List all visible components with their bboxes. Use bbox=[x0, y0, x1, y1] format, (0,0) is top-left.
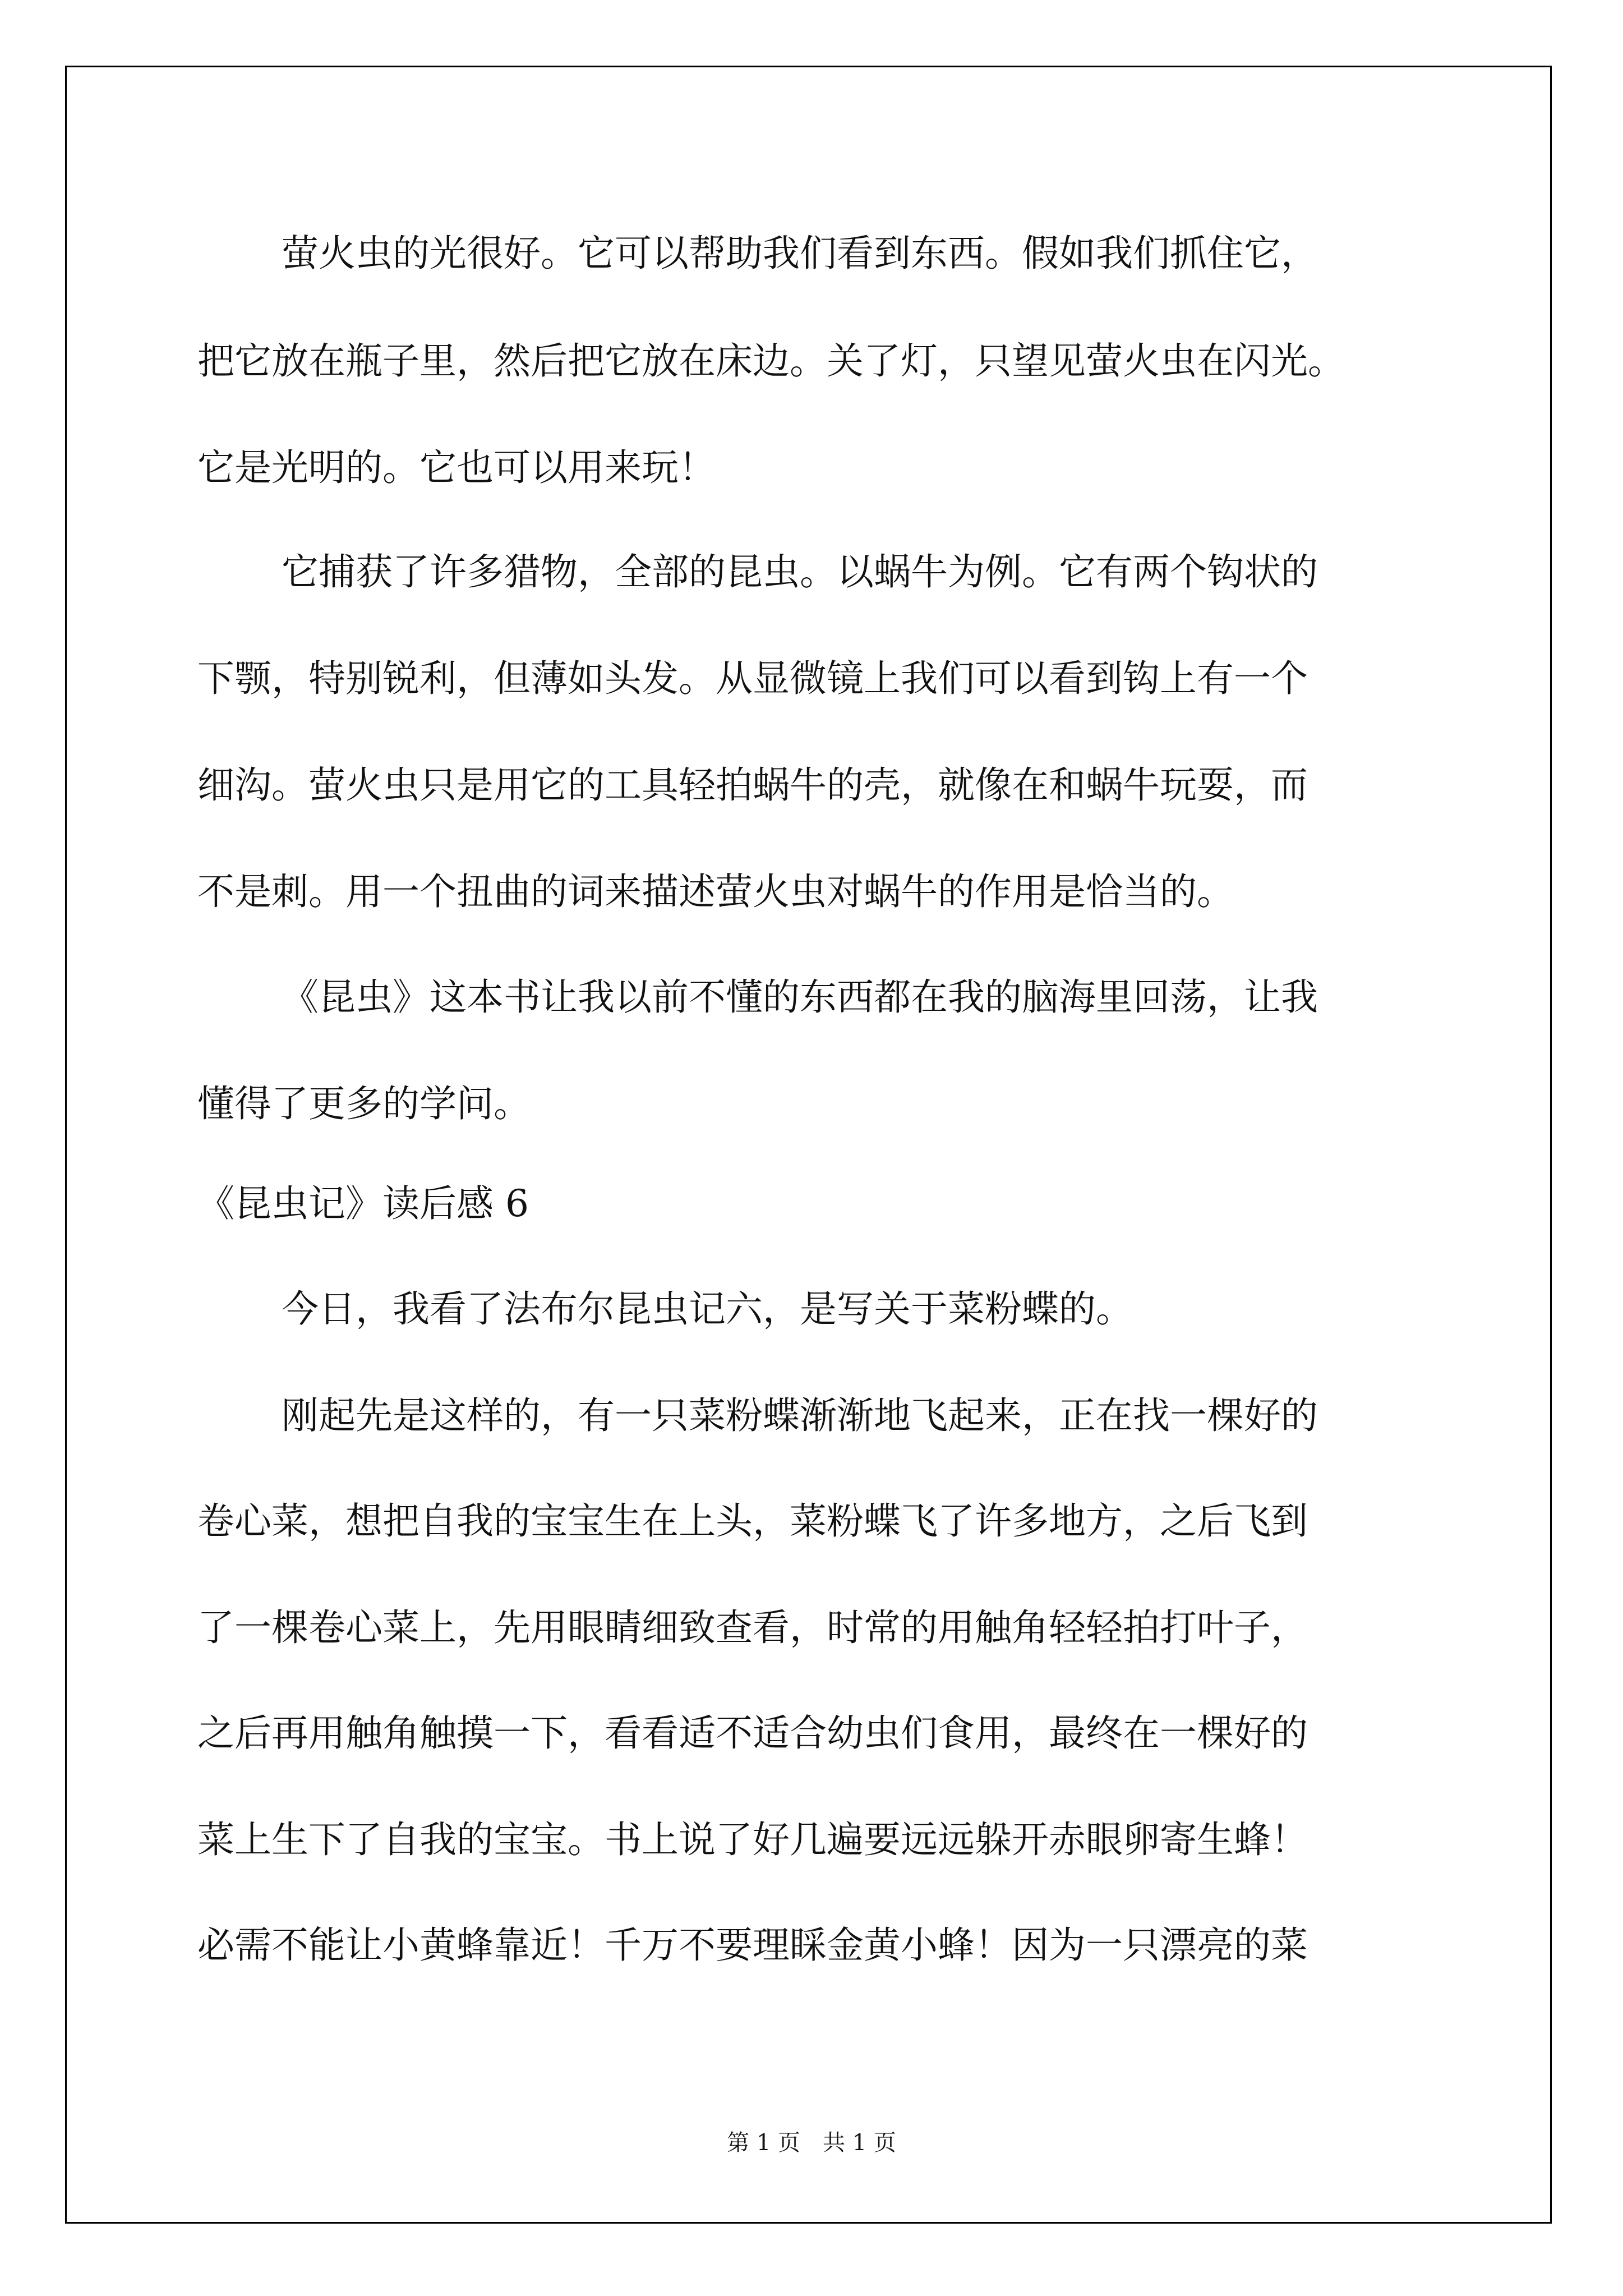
paragraph-line: 今日，我看了法布尔昆虫记六，是写关于菜粉蝶的。 bbox=[282, 1287, 1133, 1331]
paragraph-line: 细沟。萤火虫只是用它的工具轻拍蜗牛的壳，就像在和蜗牛玩耍，而 bbox=[197, 763, 1308, 807]
paragraph-line: 懂得了更多的学问。 bbox=[197, 1082, 531, 1125]
page-border bbox=[65, 66, 1552, 2224]
paragraph-line: 下颚，特别锐利，但薄如头发。从显微镜上我们可以看到钩上有一个 bbox=[197, 657, 1308, 700]
page-number: 第 1 页 bbox=[727, 2130, 800, 2156]
paragraph-line: 它是光明的。它也可以用来玩！ bbox=[197, 446, 716, 489]
paragraph-line: 了一棵卷心菜上，先用眼睛细致查看，时常的用触角轻轻拍打叶子， bbox=[197, 1606, 1308, 1649]
paragraph-line: 它捕获了许多猎物，全部的昆虫。以蜗牛为例。它有两个钩状的 bbox=[282, 550, 1318, 593]
page-footer bbox=[0, 2129, 1623, 2157]
paragraph-line: 萤火虫的光很好。它可以帮助我们看到东西。假如我们抓住它， bbox=[282, 232, 1318, 275]
paragraph-line: 卷心菜，想把自我的宝宝生在上头，菜粉蝶飞了许多地方，之后飞到 bbox=[197, 1499, 1308, 1543]
paragraph-line: 不是刺。用一个扭曲的词来描述萤火虫对蜗牛的作用是恰当的。 bbox=[197, 870, 1234, 913]
paragraph-line: 《昆虫》这本书让我以前不懂的东西都在我的脑海里回荡，让我 bbox=[282, 976, 1318, 1019]
paragraph-line: 必需不能让小黄蜂靠近！千万不要理睬金黄小蜂！因为一只漂亮的菜 bbox=[197, 1924, 1308, 1967]
paragraph-line: 把它放在瓶子里，然后把它放在床边。关了灯，只望见萤火虫在闪光。 bbox=[197, 339, 1345, 383]
page-total: 共 1 页 bbox=[823, 2130, 896, 2156]
paragraph-line: 刚起先是这样的，有一只菜粉蝶渐渐地飞起来，正在找一棵好的 bbox=[282, 1394, 1318, 1437]
paragraph-line: 菜上生下了自我的宝宝。书上说了好几遍要远远躲开赤眼卵寄生蜂！ bbox=[197, 1818, 1308, 1861]
paragraph-line: 之后再用触角触摸一下，看看适不适合幼虫们食用，最终在一棵好的 bbox=[197, 1711, 1308, 1755]
section-heading: 《昆虫记》读后感 6 bbox=[197, 1182, 529, 1225]
